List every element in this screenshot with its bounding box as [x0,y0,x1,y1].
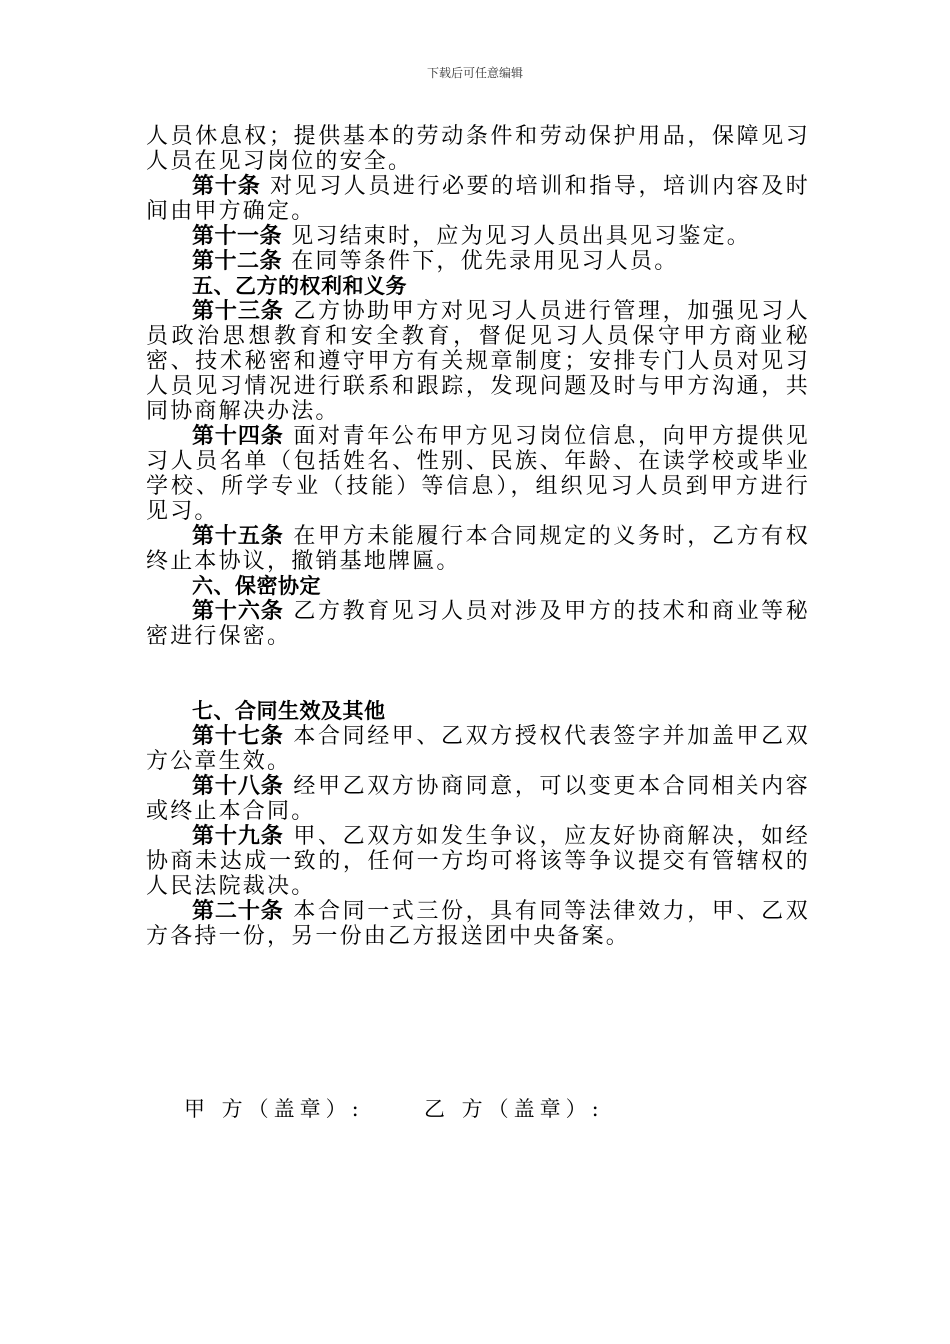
article-17 [146,724,810,774]
blank-gap [146,649,810,699]
article-12-text: 在同等条件下，优先录用见习人员。 [282,249,679,274]
article-18-heading: 第十八条 [192,774,284,799]
party-b-seal-label: 乙 方（盖章）: [424,1097,604,1121]
article-16 [146,599,810,649]
party-a-seal-label: 甲 方（盖章）: [184,1097,364,1121]
article-14-text: 面对青年公布甲方见习岗位信息，向甲方提供见习人员名单（包括姓名、性别、民族、年龄、在读学校或毕业学校、所学专业（技能）等信息），组织见习人员到甲方进行见习。 [146,424,810,524]
article-19-text: 甲、乙双方如发生争议，应友好协商解决，如经协商未达成一致的，任何一方均可将该等争议提交有管辖权的人民法院裁决。 [146,824,810,899]
article-10 [146,174,810,224]
section-5-heading: 五、乙方的权利和义务 [192,274,407,298]
section-7-heading: 七、合同生效及其他 [192,699,386,723]
article-17-heading: 第十七条 [192,724,284,749]
article-11-heading: 第十一条 [192,224,283,249]
article-14-heading: 第十四条 [192,424,284,449]
article-20 [146,899,810,949]
article-11-text: 见习结束时，应为见习人员出具见习鉴定。 [282,224,752,249]
article-13 [146,299,810,424]
article-13-heading: 第十三条 [192,299,284,324]
article-19-heading: 第十九条 [192,824,284,849]
article-15-heading: 第十五条 [192,524,284,549]
article-15 [146,524,810,574]
article-20-text: 本合同一式三份，具有同等法律效力，甲、乙双方各持一份，另一份由乙方报送团中央备案。 [146,899,810,949]
section-6-heading: 六、保密协定 [192,574,321,598]
article-19 [146,824,810,899]
article-10-heading: 第十条 [192,174,261,199]
article-12-heading: 第十二条 [192,249,283,274]
article-11 [146,224,810,249]
article-17-text: 本合同经甲、乙双方授权代表签字并加盖甲乙双方公章生效。 [146,724,810,774]
document-body [146,124,810,949]
article-16-heading: 第十六条 [192,599,284,624]
article-13-text: 乙方协助甲方对见习人员进行管理，加强见习人员政治思想教育和安全教育，督促见习人员保守甲方商业秘密、技术秘密和遵守甲方有关规章制度；安排专门人员对见习人员见习情况进行联系和跟踪，发现问题及时与甲方沟通，共同协商解决办法。 [146,299,810,424]
page-header-note: 下载后可任意编辑 [426,66,523,80]
paragraph-continued: 人员休息权；提供基本的劳动条件和劳动保护用品，保障见习人员在见习岗位的安全。 [146,124,810,174]
article-14 [146,424,810,524]
article-18-text: 经甲乙双方协商同意，可以变更本合同相关内容或终止本合同。 [146,774,810,824]
article-12 [146,249,810,274]
article-16-text: 乙方教育见习人员对涉及甲方的技术和商业等秘密进行保密。 [146,599,810,649]
article-10-text: 对见习人员进行必要的培训和指导，培训内容及时间由甲方确定。 [146,174,810,224]
article-18 [146,774,810,824]
article-15-text: 在甲方未能履行本合同规定的义务时，乙方有权终止本协议，撤销基地牌匾。 [146,524,810,574]
signature-row [184,1096,604,1122]
article-20-heading: 第二十条 [192,899,284,924]
